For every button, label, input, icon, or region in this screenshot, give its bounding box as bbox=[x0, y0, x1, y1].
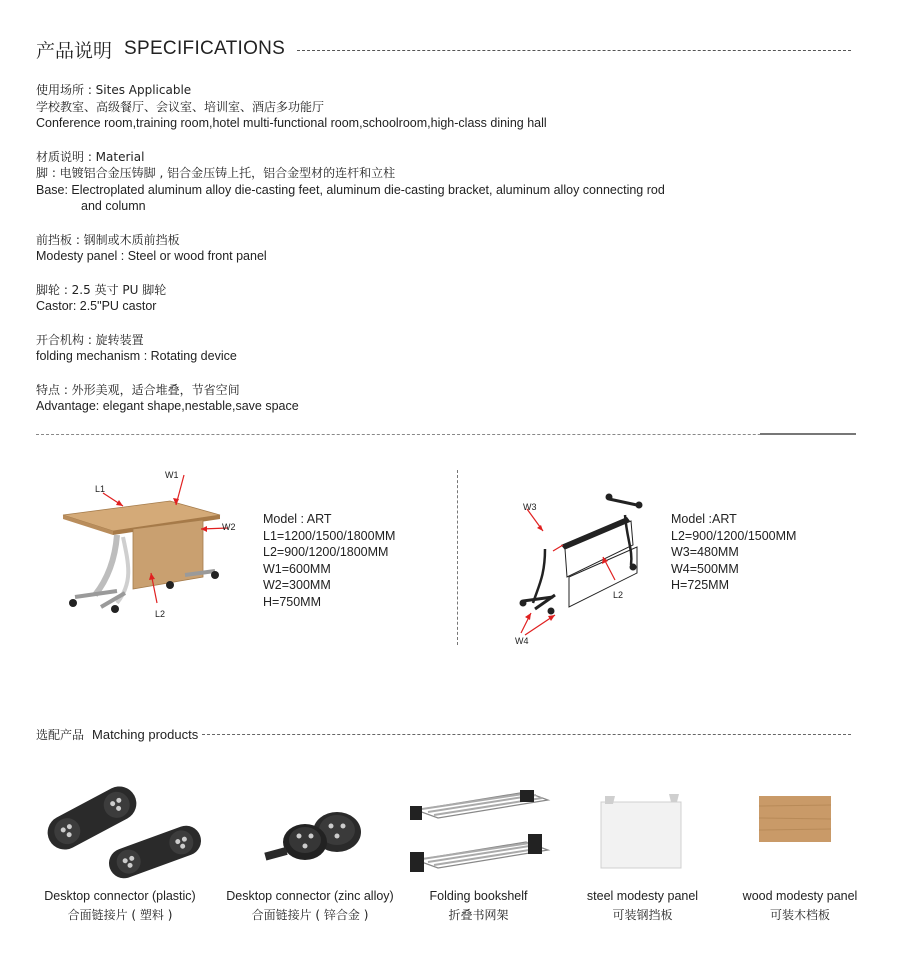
model-line: L1=1200/1500/1800MM bbox=[263, 528, 396, 543]
bookshelf-image bbox=[396, 780, 561, 880]
zinc-connector-image bbox=[225, 780, 395, 880]
spec-line: 脚轮 : 2.5 英寸 PU 脚轮 bbox=[36, 282, 167, 297]
castor bbox=[211, 571, 219, 579]
steel-panel-image bbox=[575, 780, 710, 880]
spec-line: 使用场所 : Sites Applicable bbox=[36, 83, 192, 97]
product-caption bbox=[700, 887, 900, 925]
arrowhead bbox=[116, 500, 123, 506]
matching-header bbox=[36, 725, 851, 743]
arrow-w3-b bbox=[553, 545, 563, 551]
product-name-en: wood modesty panel bbox=[742, 889, 858, 903]
product-name-cn: 可装木档板 bbox=[769, 908, 830, 922]
steel-panel bbox=[601, 802, 681, 868]
spec-line: 开合机构 : 旋转装置 bbox=[36, 332, 144, 347]
spec-title-en: SPECIFICATIONS bbox=[124, 38, 286, 59]
label-w3: W3 bbox=[523, 502, 537, 512]
spec-title-cn: 产品说明 bbox=[36, 39, 113, 62]
matching-rule bbox=[202, 734, 851, 735]
arrowhead bbox=[537, 525, 543, 531]
spec-line: and column bbox=[81, 199, 146, 213]
product-name-cn: 折叠书网架 bbox=[448, 908, 509, 922]
product-name-en: Folding bookshelf bbox=[429, 889, 528, 903]
castor bbox=[606, 494, 613, 501]
model-line: H=725MM bbox=[671, 578, 730, 592]
model-spec-folded bbox=[671, 511, 796, 594]
product-steel-panel bbox=[575, 780, 710, 922]
modesty-panel bbox=[133, 520, 203, 589]
spec-folding bbox=[36, 332, 836, 365]
castor bbox=[69, 599, 77, 607]
product-name-en: Desktop connector (plastic) bbox=[44, 889, 196, 903]
spec-advantage bbox=[36, 382, 836, 415]
spec-header bbox=[36, 36, 851, 62]
diagram-divider bbox=[457, 470, 458, 645]
spec-line: 材质说明 : Material bbox=[36, 149, 145, 164]
table-folded-drawing bbox=[505, 485, 655, 650]
product-name-cn: 可装钢挡板 bbox=[612, 908, 673, 922]
table-open-drawing bbox=[55, 465, 255, 625]
castor bbox=[166, 581, 174, 589]
wood-panel-image bbox=[735, 780, 865, 880]
product-zinc-connector bbox=[225, 780, 395, 922]
spec-line: 学校教室、高级餐厅、会议室、培训室、酒店多功能厅 bbox=[36, 99, 325, 114]
label-w4: W4 bbox=[515, 636, 529, 646]
product-folding-bookshelf bbox=[396, 780, 561, 922]
spec-line: Advantage: elegant shape,nestable,save space bbox=[36, 399, 299, 413]
model-line: W3=480MM bbox=[671, 545, 739, 559]
model-line: W2=300MM bbox=[263, 578, 331, 592]
spec-line: Base: Electroplated aluminum alloy die-casting feet, aluminum die-casting bracket, aluminum alloy connecting rod bbox=[36, 182, 665, 197]
model-line: L2=900/1200/1500MM bbox=[671, 528, 797, 543]
castor bbox=[636, 502, 643, 509]
model-spec-open bbox=[263, 511, 395, 610]
leg-foot bbox=[609, 499, 637, 505]
spec-line: 前挡板 : 钢制或木质前挡板 bbox=[36, 232, 180, 247]
castor bbox=[548, 608, 555, 615]
label-l1: L1 bbox=[95, 484, 106, 494]
connector-plate bbox=[42, 780, 143, 855]
model-line: Model :ART bbox=[671, 512, 737, 526]
plastic-connector-image bbox=[30, 780, 210, 880]
model-line: Model : ART bbox=[263, 512, 332, 526]
header-rule bbox=[297, 50, 851, 51]
product-name-en: Desktop connector (zinc alloy) bbox=[226, 889, 394, 903]
arrowhead bbox=[548, 615, 555, 621]
model-line: L2=900/1200/1800MM bbox=[263, 545, 389, 559]
matching-title-cn: 选配产品 bbox=[36, 727, 85, 742]
label-w2: W2 bbox=[222, 522, 236, 532]
spec-material bbox=[36, 149, 836, 215]
spec-line: 特点 : 外形美观，适合堆叠，节省空间 bbox=[36, 382, 240, 397]
product-name-en: steel modesty panel bbox=[586, 889, 699, 903]
spec-line: Castor: 2.5"PU castor bbox=[36, 299, 157, 313]
matching-title-en: Matching products bbox=[92, 726, 199, 742]
table-leg bbox=[533, 549, 545, 603]
label-w1: W1 bbox=[165, 470, 179, 480]
bookshelf-upper bbox=[410, 790, 548, 820]
product-name-cn: 合面链接片 ( 塑料 ) bbox=[67, 908, 173, 922]
spec-line: 脚 : 电镀铝合金压铸脚 , 铝合金压铸上托，铝合金型材的连杆和立柱 bbox=[36, 166, 396, 180]
specs-section bbox=[36, 82, 836, 432]
table-leg bbox=[95, 535, 117, 595]
product-plastic-connector bbox=[30, 780, 210, 922]
bookshelf-lower bbox=[410, 834, 548, 872]
product-wood-panel bbox=[735, 780, 865, 922]
section-divider bbox=[36, 434, 856, 435]
label-l2: L2 bbox=[155, 609, 166, 619]
connector-plate bbox=[105, 821, 205, 880]
model-line: H=750MM bbox=[263, 594, 322, 609]
spec-modesty-panel bbox=[36, 232, 836, 265]
label-l2: L2 bbox=[613, 590, 624, 600]
castor bbox=[630, 564, 637, 571]
product-name-cn: 合面链接片 ( 锌合金 ) bbox=[251, 908, 369, 922]
section-divider-accent bbox=[760, 433, 856, 435]
spec-line: Conference room,training room,hotel multi-functional room,schoolroom,high-class dining hall bbox=[36, 116, 547, 130]
product-caption bbox=[20, 887, 220, 925]
castor bbox=[111, 605, 119, 613]
spec-line: folding mechanism : Rotating device bbox=[36, 349, 237, 363]
castor bbox=[520, 600, 527, 607]
spec-sites bbox=[36, 82, 836, 132]
spec-castor bbox=[36, 282, 836, 315]
spec-line: Modesty panel : Steel or wood front panel bbox=[36, 249, 267, 263]
model-line: W1=600MM bbox=[263, 561, 331, 576]
model-line: W4=500MM bbox=[671, 561, 739, 576]
